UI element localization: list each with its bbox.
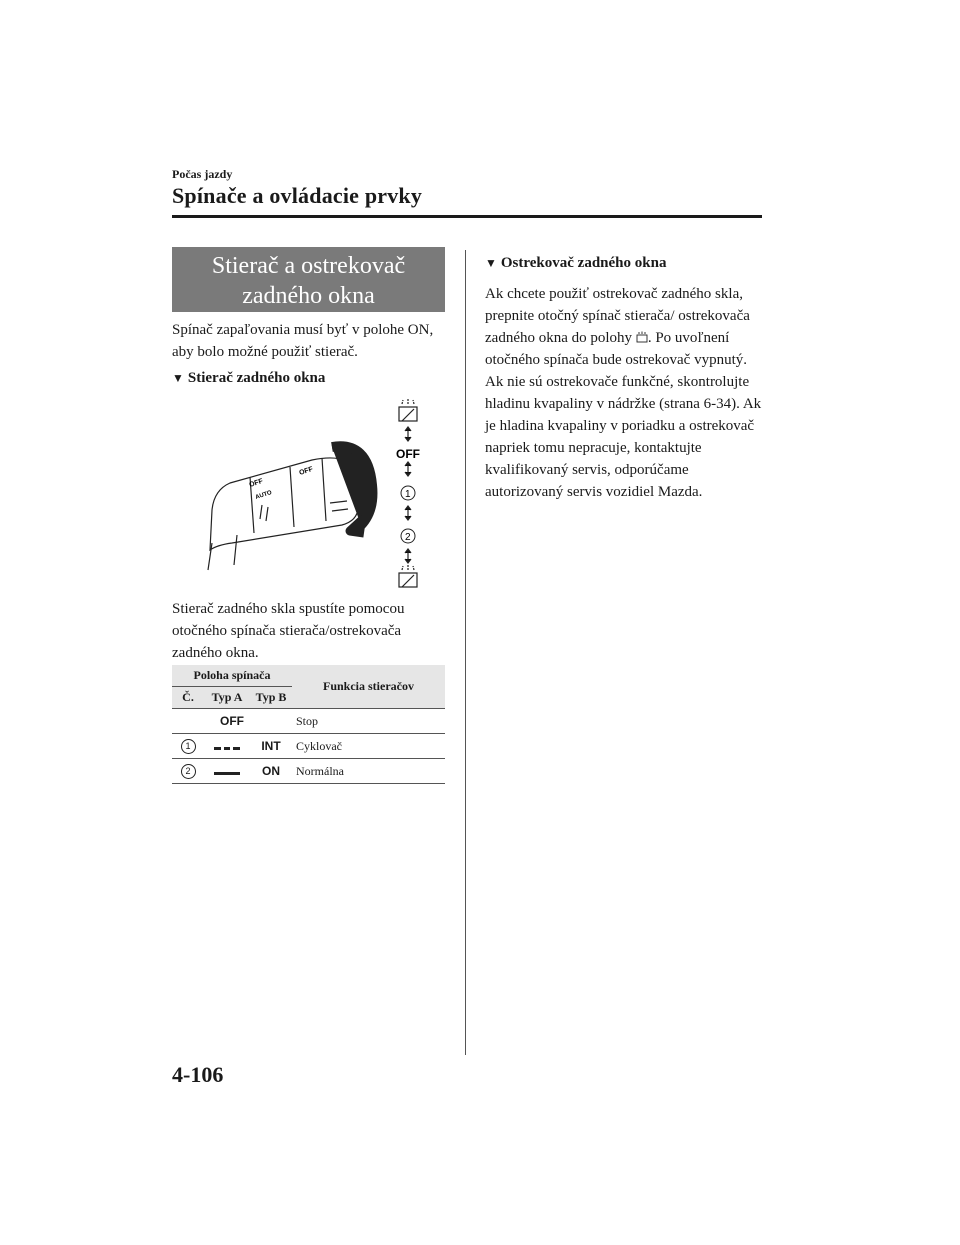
column-divider xyxy=(465,250,466,1055)
wiper-description: Stierač zadného skla spustíte pomocou otočného spínača stierača/ostrekovača zadného okna. xyxy=(172,601,405,661)
table-row xyxy=(172,709,445,734)
washer-paragraph xyxy=(485,283,770,503)
wiper-heading-text: Stierač zadného okna xyxy=(187,370,326,386)
table-cell-type-b: INT xyxy=(250,734,292,759)
triangle-marker-icon: ▼ xyxy=(172,371,184,385)
washer-position-icon xyxy=(636,331,648,343)
table-header-type-a: Typ A xyxy=(204,687,250,709)
intermittent-dash-icon xyxy=(214,747,240,750)
washer-text-part2: . Po uvoľnení otočného spínača bude ostrekovač vypnutý. xyxy=(485,330,748,368)
table-cell-number: 2 xyxy=(172,759,204,784)
wiper-positions-table xyxy=(172,665,445,784)
stalk-illustration xyxy=(208,455,364,570)
table-header-type-b: Typ B xyxy=(250,687,292,709)
page-title: Spínače a ovládacie prvky xyxy=(172,183,423,208)
table-cell-type-a xyxy=(204,759,250,784)
wiper-stalk-figure xyxy=(172,395,447,590)
washer-paragraph-2: Ak nie sú ostrekovače funkčné, skontrolujte hladinu kvapaliny v nádržke (strana 6-34). Ak je hladina kvapaliny v poriadku a ostrekovač napriek tomu nepracuje, kontaktujte kvalifikovaný servis, odporúčame autorizovaný servis vozidiel Mazda. xyxy=(485,374,762,500)
position-1-label: 1 xyxy=(405,489,411,500)
table-row xyxy=(172,759,445,784)
section-title-line1: Stierač a ostrekovač xyxy=(211,253,406,279)
table-header-position: Poloha spínača xyxy=(172,665,292,687)
wiper-heading xyxy=(172,370,325,387)
position-off-label: OFF xyxy=(396,447,420,461)
breadcrumb: Počas jazdy xyxy=(172,167,233,181)
table-header-function: Funkcia stieračov xyxy=(292,665,445,709)
position-2-label: 2 xyxy=(405,532,411,543)
rear-washer-icon-bottom xyxy=(399,565,417,587)
table-cell-function: Cyklovač xyxy=(292,734,445,759)
section-title-line2: zadného okna xyxy=(242,283,375,309)
stalk-off-label-2: OFF xyxy=(298,465,314,477)
intro-paragraph: Spínač zapaľovania musí byť v polohe ON, aby bolo možné použiť stierač. xyxy=(172,322,434,360)
table-cell-type-b: ON xyxy=(250,759,292,784)
stalk-auto-label: AUTO xyxy=(254,489,273,501)
table-cell-position: OFF xyxy=(172,709,292,734)
stalk-off-label-1: OFF xyxy=(248,477,264,489)
title-rule xyxy=(172,215,762,218)
washer-text-part1: Ak chcete použiť ostrekovač zadného skla, prepnite otočný spínač stierača/ ostrekovača zadného okna do polohy xyxy=(485,286,750,346)
continuous-line-icon xyxy=(214,772,240,775)
table-cell-function: Normálna xyxy=(292,759,445,784)
table-cell-number: 1 xyxy=(172,734,204,759)
page-number: 4-106 xyxy=(172,1062,224,1087)
washer-heading-text: Ostrekovač zadného okna xyxy=(500,255,667,271)
table-row xyxy=(172,734,445,759)
table-header-row xyxy=(172,665,445,687)
triangle-marker-icon: ▼ xyxy=(485,256,497,270)
table-cell-type-a xyxy=(204,734,250,759)
table-header-number: Č. xyxy=(172,687,204,709)
table-cell-function: Stop xyxy=(292,709,445,734)
washer-heading xyxy=(485,255,666,272)
section-title-box xyxy=(172,247,445,312)
rear-washer-icon xyxy=(399,399,417,421)
